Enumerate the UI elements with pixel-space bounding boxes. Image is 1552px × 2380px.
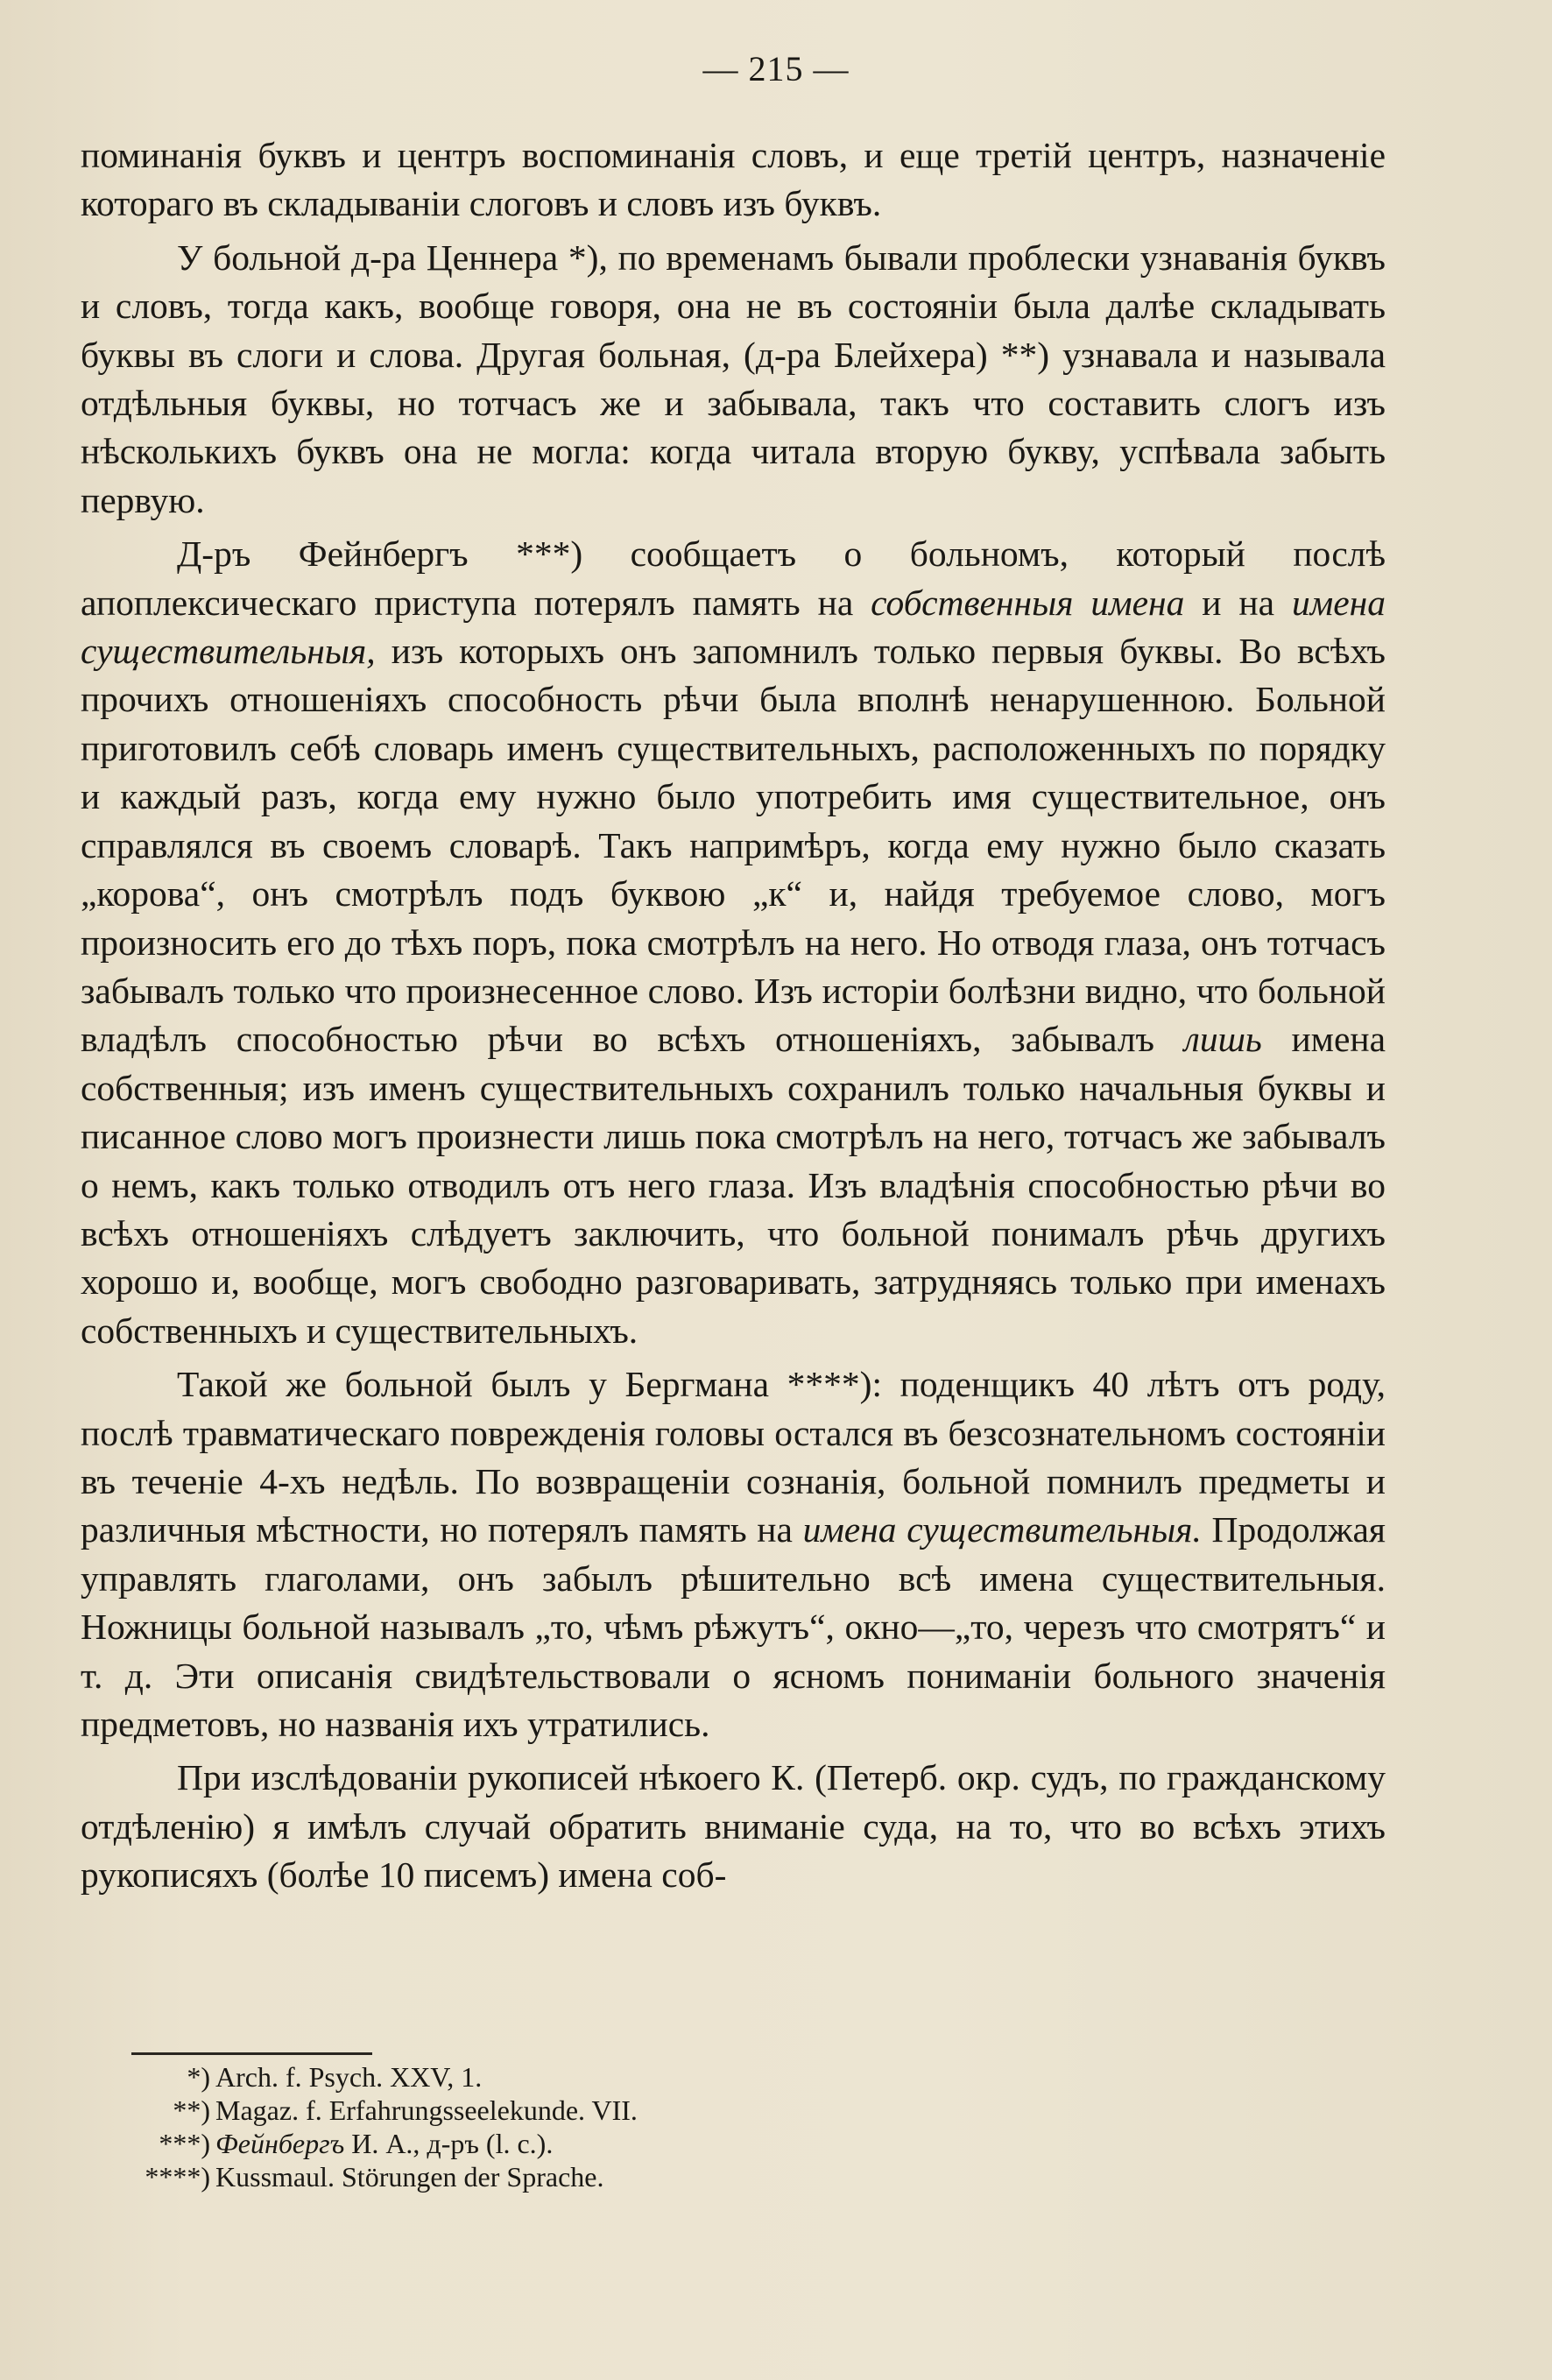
- paragraph: [81, 234, 1386, 525]
- text-run: Такой же больной былъ у Бергмана ****): поденщикъ 40 лѣтъ отъ роду, послѣ травматическаго поврежденія головы остался въ безсознательномъ состояніи въ теченіе 4-хъ недѣль. По возвращеніи сознанія, больной помнилъ предметы и различныя мѣстности, но потерялъ память на: [81, 1364, 1386, 1550]
- footnote-text: Magaz. f. Erfahrungsseelekunde. VII.: [215, 2094, 638, 2126]
- paragraph: [81, 1754, 1386, 1899]
- footnote: [131, 2160, 1182, 2193]
- footnote-text: Arch. f. Psych. XXV, 1.: [215, 2061, 483, 2093]
- footnote-italic-text: Фейнбергъ: [215, 2128, 345, 2159]
- paragraph: [81, 1360, 1386, 1748]
- text-run: При изслѣдованіи рукописей нѣкоего К. (Петерб. окр. судъ, по гражданскому отдѣленію) я имѣлъ случай обратить вниманіе суда, на то, что во всѣхъ этихъ рукописяхъ (болѣе 10 писемъ) имена соб-: [81, 1757, 1386, 1896]
- text-run: Продолжая управлять глаголами, онъ забылъ рѣшительно всѣ имена существительныя. Ножницы больной называлъ „то, чѣмъ рѣжутъ“, окно—„то, черезъ что смотрятъ“ и т. д. Эти описанія свидѣтельствовали о ясномъ пониманіи больного значенія предметовъ, но названія ихъ утратились.: [81, 1509, 1386, 1744]
- text-run: У больной д-ра Ценнера *), по временамъ бывали проблески узнаванія буквъ и словъ, тогда какъ, вообще говоря, она не въ состояніи была далѣе складывать буквы въ слоги и слова. Другая больная, (д-ра Блейхера) **) узнавала и называла отдѣльныя буквы, но тотчасъ же и забывала, такъ что составить слогъ изъ нѣсколькихъ буквъ она не могла: когда читала вторую букву, успѣвала забыть первую.: [81, 237, 1386, 520]
- paragraph: [81, 530, 1386, 1355]
- text-run: изъ которыхъ онъ запомнилъ только первыя буквы. Во всѣхъ прочихъ отношеніяхъ способность рѣчи была вполнѣ ненарушенною. Больной приготовилъ себѣ словарь именъ существительныхъ, расположенныхъ по порядку и каждый разъ, когда ему нужно было употребить имя существительное, онъ справлялся въ своемъ словарѣ. Такъ напримѣръ, когда ему нужно было сказать „корова“, онъ смотрѣлъ подъ буквою „к“ и, найдя требуемое слово, могъ произносить его до тѣхъ поръ, пока смотрѣлъ на него. Но отводя глаза, онъ тотчасъ забывалъ только что произнесенное слово. Изъ исторіи болѣзни видно, что больной владѣлъ способностью рѣчи во всѣхъ отношеніяхъ, забывалъ: [81, 631, 1386, 1060]
- page-number: — 215 —: [702, 49, 850, 88]
- text-run: поминанія буквъ и центръ воспоминанія словъ, и еще третій центръ, назначеніе котораго въ складываніи слоговъ и словъ изъ буквъ.: [81, 135, 1386, 224]
- text-run: имена собственныя; изъ именъ существительныхъ сохранилъ только начальныя буквы и писанное слово могъ произнести лишь пока смотрѣлъ на него, тотчасъ же забывалъ о немъ, какъ только отводилъ отъ него глаза. Изъ владѣнія способностью рѣчи во всѣхъ отношеніяхъ слѣдуетъ заключить, что больной понималъ рѣчь другихъ хорошо и, вообще, могъ свободно разговаривать, затрудняясь только при именахъ собственныхъ и существительныхъ.: [81, 1019, 1386, 1351]
- footnote-text: Kussmaul. Störungen der Sprache.: [215, 2161, 604, 2193]
- footnote: [131, 2127, 1182, 2160]
- footnote-divider: [131, 2052, 372, 2055]
- text-run: и на: [1184, 582, 1292, 623]
- footnote: [131, 2094, 1182, 2127]
- italic-text: собственныя имена: [871, 582, 1185, 623]
- footnote-marker: *): [187, 2061, 210, 2093]
- main-text-body: [81, 131, 1386, 1900]
- italic-text: имена существительныя,: [81, 582, 1386, 672]
- paragraph: [81, 131, 1386, 229]
- footnote-marker: ***): [159, 2128, 210, 2159]
- text-run: Д-ръ Фейнбергъ ***) сообщаетъ о больномъ, который послѣ апоплексическаго приступа потерялъ память на: [81, 533, 1386, 623]
- footnote: [131, 2060, 1182, 2094]
- footnote-marker: **): [173, 2094, 210, 2126]
- italic-text: лишь: [1183, 1019, 1262, 1060]
- footnotes-block: [131, 2060, 1182, 2193]
- italic-text: имена существительныя.: [802, 1509, 1202, 1550]
- footnote-text: И. А., д-ръ (l. c.).: [344, 2128, 554, 2159]
- footnote-marker: ****): [145, 2161, 210, 2193]
